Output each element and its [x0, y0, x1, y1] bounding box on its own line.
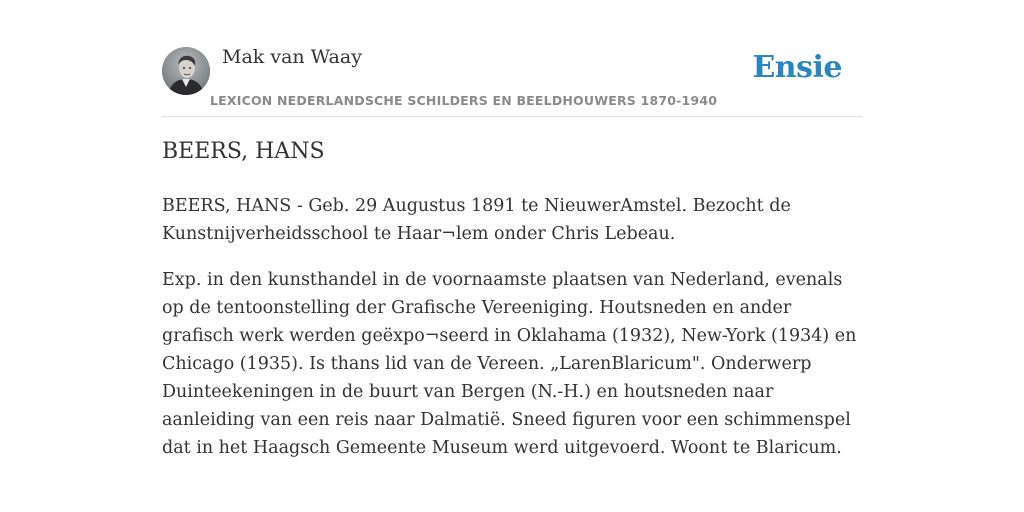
author-link[interactable]: Mak van Waay	[222, 46, 362, 68]
author-portrait-icon	[162, 47, 210, 95]
lexicon-subtitle[interactable]: LEXICON NEDERLANDSCHE SCHILDERS EN BEELDHOUWERS 1870-1940	[210, 93, 718, 108]
article-body	[162, 192, 864, 480]
ensie-logo[interactable]: Ensie	[752, 50, 842, 85]
header	[162, 46, 862, 117]
article-paragraph: BEERS, HANS - Geb. 29 Augustus 1891 te NieuwerAmstel. Bezocht de Kunstnijverheidsschool te Haar¬lem onder Chris Lebeau.	[162, 196, 791, 244]
author-avatar[interactable]	[162, 47, 210, 95]
article-title: BEERS, HANS	[162, 139, 325, 164]
article-paragraph: Exp. in den kunsthandel in de voornaamste plaatsen van Nederland, evenals op de tentoonstelling der Grafische Vereeniging. Houtsneden en ander grafisch werk werden geëxpo¬seerd in Oklahama (1932), New-York (1934) en Chicago (1935). Is thans lid van de Vereen. „LarenBlaricum". Onderwerp Duinteekeningen in de buurt van Bergen (N.-H.) en houtsneden naar aanleiding van een reis naar Dalmatië. Sneed figuren voor een schimmenspel dat in het Haagsch Gemeente Museum werd uitgevoerd. Woont te Blaricum.	[162, 270, 857, 458]
